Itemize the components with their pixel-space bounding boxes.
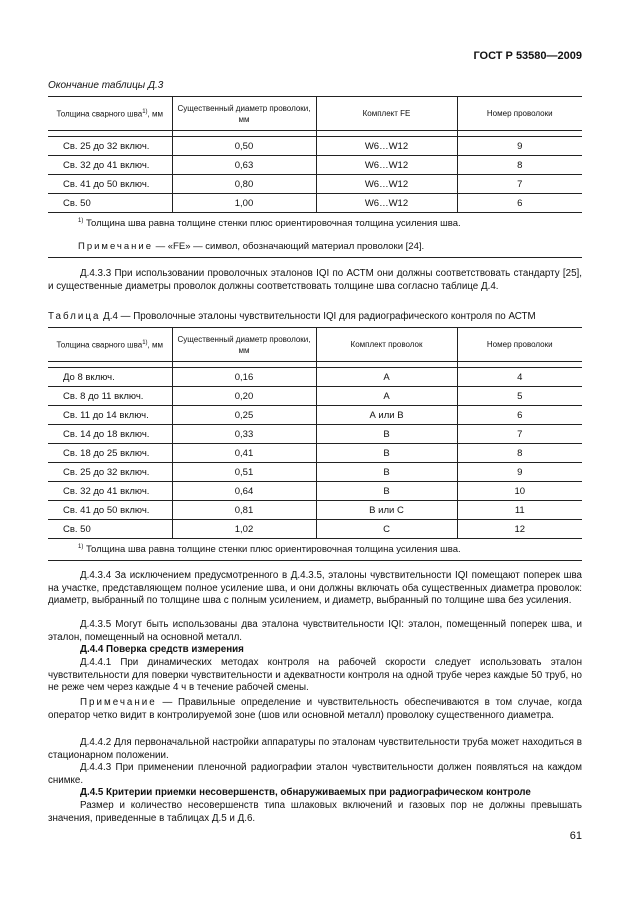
table-d4 <box>48 327 582 561</box>
table-header-cell: Номер проволоки <box>457 328 582 362</box>
table-header-cell: Толщина сварного шва$^{1)}$, мм <box>48 328 172 362</box>
note-label: Примечание <box>78 240 153 252</box>
table-footnote-row: $^{1)}$ Толщина шва равна толщине стенки плюс ориентировочная толщина усиления шва. <box>48 539 582 561</box>
table-row: Св. 11 до 14 включ. 0,25 А или В 6 <box>48 406 582 425</box>
table-row: Св. 32 до 41 включ. 0,63 W6…W12 8 <box>48 156 582 175</box>
paragraph-d434: Д.4.3.4 За исключением предусмотренного в Д.4.3.5, эталоны чувствительности IQI помещают поперек шва на участке, представляющем полное усиление шва, и они должны включать оба существенных диаметра проволок: диаметр, выбранный по толщине шва с полным усилением, и диаметр, выбранный по толщине шва без усиления. <box>48 570 582 606</box>
paragraph-d433: Д.4.3.3 При использовании проволочных эталонов IQI по АСТМ они должны соответствовать стандарту [25], и существенные диаметры проволок должны соответствовать толщине шва согласно таблице Д.4. <box>48 268 582 292</box>
table-header-cell: Комплект проволок <box>316 328 457 362</box>
heading-d45: Д.4.5 Критерии приемки несовершенств, обнаруживаемых при радиографическом контроле <box>80 787 531 798</box>
table-footnote: Толщина шва равна толщине стенки плюс ориентировочная толщина усиления шва. <box>85 544 461 556</box>
table-header-cell: Существенный диаметр проволоки, мм <box>172 328 316 362</box>
paragraph-d441: Д.4.4.1 При динамических методах контроля на рабочей скорости следует использовать эталон чувствительности для поверки чувствительности и адекватности контроля на одной трубе через каждые 50 труб, но не реже чем через каждые 4 ч в течение рабочей смены. <box>48 657 582 693</box>
heading-d44: Д.4.4 Поверка средств измерения <box>80 644 244 655</box>
paragraph-d45: Размер и количество несовершенств типа шлаковых включений и газовых пор не должны превышать значения, приведенные в таблицах Д.5 и Д.6. <box>48 800 582 824</box>
paragraph-d435: Д.4.3.5 Могут быть использованы два эталона чувствительности IQI: эталон, помещенный поперек шва, и эталон, помещенный на основной металл. <box>48 619 582 643</box>
table-header-cell: Толщина сварного шва$^{1)}$, мм <box>48 97 172 131</box>
table-row: Св. 50 1,00 W6…W12 6 <box>48 194 582 213</box>
table-row: Св. 41 до 50 включ. 0,80 W6…W12 7 <box>48 175 582 194</box>
paragraph-d442: Д.4.4.2 Для первоначальной настройки аппаратуры по эталонам чувствительности труба может находиться в стационарном положении. <box>48 737 582 761</box>
table-row: Св. 25 до 32 включ. 0,50 W6…W12 9 <box>48 137 582 156</box>
table-header-cell: Существенный диаметр проволоки, мм <box>172 97 316 131</box>
table-footnote: Толщина шва равна толщине стенки плюс ориентировочная толщина усиления шва. <box>85 218 461 230</box>
table-row: До 8 включ. 0,16 А 4 <box>48 368 582 387</box>
table-row: Св. 32 до 41 включ. 0,64 В 10 <box>48 482 582 501</box>
table-row: Св. 8 до 11 включ. 0,20 А 5 <box>48 387 582 406</box>
document-id: ГОСТ Р 53580—2009 <box>473 50 582 62</box>
table-row: Св. 25 до 32 включ. 0,51 В 9 <box>48 463 582 482</box>
paragraph-d443: Д.4.4.3 При применении пленочной радиографии эталон чувствительности должен появляться на каждом снимке. <box>48 762 582 786</box>
table-d3-caption: Окончание таблицы Д.3 <box>48 80 164 91</box>
table-row: Св. 18 до 25 включ. 0,41 В 8 <box>48 444 582 463</box>
note-text: — «FE» — символ, обозначающий материал проволоки [24]. <box>153 240 425 252</box>
table-row: Св. 50 1,02 С 12 <box>48 520 582 539</box>
table-row: Св. 41 до 50 включ. 0,81 В или С 11 <box>48 501 582 520</box>
table-note-row <box>48 235 582 258</box>
note-d441: Примечание — Правильные определение и чувствительность обеспечиваются в том случае, когда оператор четко видит в контролируемой зоне (шов или основной металл) проволоку существенного диаметра. <box>48 697 582 721</box>
table-d4-caption: Таблица Д.4 — Проволочные эталоны чувствительности IQI для радиографического контроля по АСТМ <box>48 311 536 322</box>
table-row: Св. 14 до 18 включ. 0,33 В 7 <box>48 425 582 444</box>
table-d3 <box>48 96 582 258</box>
table-footnote-row: $^{1)}$ Толщина шва равна толщине стенки плюс ориентировочная толщина усиления шва. <box>78 218 461 230</box>
table-header-cell: Комплект FE <box>316 97 457 131</box>
page-number: 61 <box>569 830 582 842</box>
table-header-cell: Номер проволоки <box>457 97 582 131</box>
